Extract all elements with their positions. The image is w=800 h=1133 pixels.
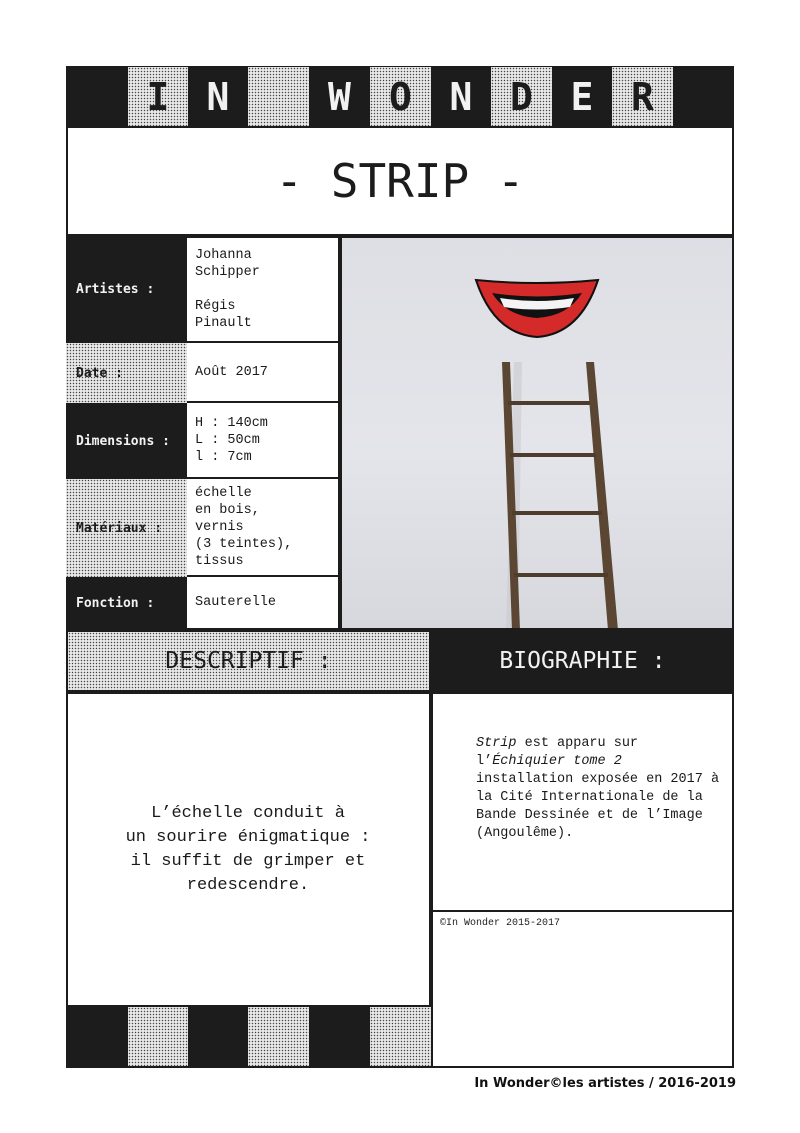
copyright-box — [431, 910, 734, 1068]
bio-echiquier-title: Échiquier tome 2 — [492, 754, 622, 769]
header-letter-w: W — [328, 74, 351, 119]
artist-first-name-2: Régis — [195, 299, 236, 314]
bottom-tile-2 — [248, 1007, 309, 1066]
header-letter-e: E — [570, 74, 594, 119]
date-text: Août 2017 — [195, 364, 268, 380]
material-line-5: tissus — [195, 553, 244, 569]
bio-part-1: est apparu sur l’ — [476, 736, 639, 769]
bio-strip-title: Strip — [476, 736, 517, 751]
header-letter-i: I — [128, 67, 188, 126]
date-label: Date : — [66, 343, 187, 403]
bio-part-2: installation exposée en 2017 à la Cité Internationale de la Bande Dessinée et de l’Image (Angoulême). — [476, 772, 720, 841]
materiaux-label: Matériaux : — [66, 479, 187, 577]
material-line-3: vernis — [195, 519, 244, 535]
dimensions-label: Dimensions : — [66, 403, 187, 479]
date-value — [187, 341, 340, 403]
artist-last-name-2: Pinault — [195, 316, 252, 331]
header-letter-o: O — [370, 67, 431, 126]
dimension-length: L : 50cm — [195, 432, 260, 448]
ladder-rung-1 — [508, 401, 590, 405]
artist-first-name-1: Johanna — [195, 248, 252, 263]
biographie-header: BIOGRAPHIE : — [431, 630, 734, 692]
descriptif-header: DESCRIPTIF : — [66, 630, 431, 692]
biographie-text — [476, 735, 726, 843]
material-line-1: échelle — [195, 485, 252, 501]
descriptif-line-3: il suffit de grimper et — [130, 852, 366, 871]
descriptif-line-4: redescendre. — [186, 876, 310, 895]
fonction-text: Sauterelle — [195, 595, 277, 610]
ladder-rung-2 — [510, 453, 596, 457]
fonction-label: Fonction : — [66, 577, 187, 630]
dimension-height: H : 140cm — [195, 415, 268, 431]
header-blank-tile-1 — [248, 67, 309, 126]
artwork-title: - STRIP - — [66, 126, 734, 236]
descriptif-text — [68, 700, 428, 1000]
footer-credits: In Wonder©les artistes / 2016-2019 — [474, 1076, 736, 1091]
material-line-4: (3 teintes), — [195, 536, 293, 552]
bottom-tile-3 — [370, 1007, 431, 1066]
descriptif-line-2: un sourire énigmatique : — [125, 828, 371, 847]
descriptif-line-1: L’échelle conduit à — [151, 804, 345, 823]
header-letter-n1: N — [206, 74, 230, 119]
ladder-rung-3 — [512, 511, 602, 515]
ladder-right-rail — [586, 362, 618, 628]
ladder-rung-4 — [514, 573, 608, 577]
fonction-value — [187, 575, 340, 630]
materiaux-value — [187, 477, 340, 577]
artist-last-name-1: Schipper — [195, 265, 260, 280]
artwork-illustration — [342, 238, 732, 628]
dimensions-value — [187, 401, 340, 479]
artwork-photo — [340, 236, 734, 630]
dimension-width: l : 7cm — [195, 449, 252, 465]
bottom-tile-1 — [128, 1007, 188, 1066]
artistes-label: Artistes : — [66, 236, 187, 343]
material-line-2: en bois, — [195, 502, 260, 518]
header-letter-r: R — [612, 67, 673, 126]
artistes-value — [187, 236, 340, 343]
copyright-text: ©In Wonder 2015-2017 — [440, 918, 561, 929]
header-letter-d: D — [491, 67, 552, 126]
header-letter-n2: N — [449, 74, 473, 119]
